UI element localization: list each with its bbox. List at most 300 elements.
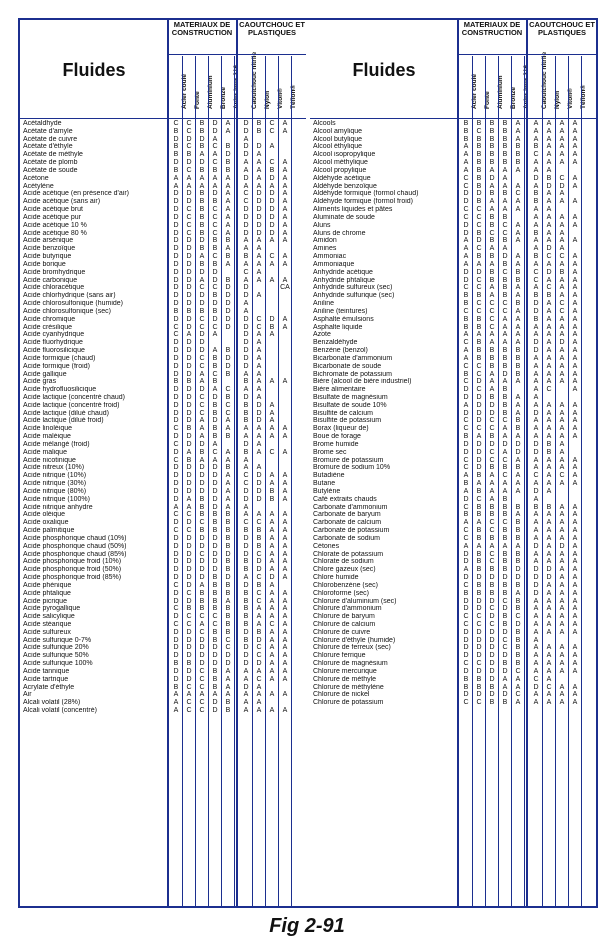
table-row — [20, 605, 306, 613]
rating-cell: A — [533, 511, 539, 519]
rating-cell: A — [256, 260, 262, 268]
rating-cell: B — [225, 166, 231, 174]
rating-cell: C — [489, 417, 495, 425]
rating-cell: A — [572, 683, 578, 691]
rating-cell: B — [199, 213, 205, 221]
rating-cell: B — [502, 190, 508, 198]
rating-cell: D — [173, 237, 179, 245]
rating-cell: D — [269, 315, 275, 323]
rating-cell: B — [225, 621, 231, 628]
table-row — [310, 652, 596, 660]
rating-cell: A — [225, 417, 231, 425]
rating-cell: C — [212, 143, 218, 151]
rating-cell: B — [489, 699, 495, 707]
rating-cell: D — [199, 660, 205, 668]
rating-cell: B — [463, 135, 469, 143]
fluid-name: Butylène — [313, 487, 341, 495]
rating-cell: A — [282, 206, 288, 214]
rating-cell: B — [489, 127, 495, 135]
table-row — [310, 551, 596, 559]
rating-cell: B — [502, 213, 508, 221]
rating-cell: A — [572, 213, 578, 221]
rating-cell: A — [533, 354, 539, 362]
rating-cell: A — [559, 699, 565, 707]
rating-cell: D — [502, 574, 508, 582]
rating-cell: B — [186, 456, 192, 464]
table-row — [20, 206, 306, 214]
table-row — [310, 284, 596, 292]
rating-cell: D — [243, 127, 249, 135]
fluid-name: Acide fluorhydrique — [23, 339, 83, 347]
table-row — [310, 175, 596, 183]
rating-cell: A — [502, 323, 508, 331]
fluid-name: Acide benzoïque — [23, 245, 76, 253]
rating-cell: C — [212, 284, 218, 292]
rating-cell: A — [559, 370, 565, 378]
rating-cell: D — [559, 542, 565, 550]
rating-cell: D — [463, 597, 469, 605]
rating-cell: A — [559, 550, 565, 558]
rating-cell: A — [282, 221, 288, 229]
rating-cell: B — [243, 527, 249, 535]
grid-line — [498, 56, 499, 906]
materials-group-label-right: MATERIAUX DE CONSTRUCTION — [461, 20, 523, 37]
rating-cell: A — [463, 519, 469, 527]
rating-cell: D — [476, 448, 482, 456]
rating-cell: C — [476, 300, 482, 308]
rating-cell: A — [243, 464, 249, 472]
fluid-name: Aluminate de soude — [313, 213, 375, 221]
grid-line — [234, 56, 235, 906]
fluid-name: Chlorure de méthylène — [313, 683, 384, 691]
rating-cell: A — [572, 691, 578, 699]
rating-cell: D — [463, 386, 469, 394]
rating-cell: B — [502, 143, 508, 151]
rating-cell: A — [282, 120, 288, 127]
rating-cell: A — [559, 127, 565, 135]
rating-cell: A — [463, 260, 469, 268]
grid-line — [252, 56, 253, 906]
rating-cell: D — [186, 667, 192, 675]
table-row — [20, 198, 306, 206]
rating-cell: A — [572, 597, 578, 605]
rating-cell: A — [282, 487, 288, 495]
fluid-name: Acide nicotinique — [23, 456, 76, 464]
rating-cell: A — [502, 542, 508, 550]
rating-cell: A — [572, 550, 578, 558]
rating-cell: B — [476, 566, 482, 574]
rating-cell: A — [572, 237, 578, 245]
rating-cell: A — [546, 456, 552, 464]
rating-cell: D — [173, 229, 179, 237]
rating-cell: D — [199, 159, 205, 167]
rating-cell: A — [256, 253, 262, 261]
table-row — [310, 331, 596, 339]
rating-cell: A — [572, 574, 578, 582]
rating-cell: C — [199, 362, 205, 370]
rating-cell: B — [463, 292, 469, 300]
rating-cell: B — [186, 307, 192, 315]
rating-cell: C — [256, 644, 262, 652]
rating-cell: C — [463, 213, 469, 221]
rating-cell: D — [173, 574, 179, 582]
rating-cell: A — [225, 448, 231, 456]
rating-cell: D — [212, 534, 218, 542]
rating-cell: B — [515, 558, 521, 566]
rating-cell: D — [489, 574, 495, 582]
rating-cell: A — [269, 534, 275, 542]
table-row — [20, 300, 306, 308]
rating-cell: D — [256, 213, 262, 221]
rating-cell: B — [515, 503, 521, 511]
rating-cell: A — [256, 433, 262, 441]
rating-cell: A — [489, 480, 495, 488]
rating-cell: A — [269, 605, 275, 613]
grid-line — [555, 56, 556, 906]
rating-cell: A — [572, 221, 578, 229]
rating-cell: B — [476, 581, 482, 589]
rating-cell: A — [463, 347, 469, 355]
rating-cell: A — [282, 519, 288, 527]
rating-cell: A — [546, 339, 552, 347]
rating-cell: A — [546, 628, 552, 636]
rating-cell: C — [489, 527, 495, 535]
rating-cell: A — [533, 159, 539, 167]
table-row — [20, 308, 306, 316]
rating-cell: A — [243, 276, 249, 284]
rating-cell: B — [515, 636, 521, 644]
rating-cell: D — [212, 487, 218, 495]
rating-cell: A — [546, 229, 552, 237]
rating-cell: B — [212, 307, 218, 315]
rating-cell: C — [502, 472, 508, 480]
rating-cell: D — [225, 151, 231, 159]
table-row — [20, 613, 306, 621]
rating-cell: B — [502, 534, 508, 542]
rating-cell: A — [243, 260, 249, 268]
rating-cell: D — [463, 190, 469, 198]
rating-cell: A — [572, 581, 578, 589]
table-row — [310, 582, 596, 590]
rating-cell: D — [225, 574, 231, 582]
rating-cell: C — [489, 448, 495, 456]
rating-cell: B — [269, 495, 275, 503]
rating-cell: D — [463, 667, 469, 675]
rating-cell: D — [186, 566, 192, 574]
column-header-left-6 — [253, 56, 271, 116]
rating-cell: A — [546, 300, 552, 308]
rating-cell: D — [186, 347, 192, 355]
column-header-label: Fonte — [484, 91, 491, 109]
rating-cell: B — [243, 589, 249, 597]
rating-cell: D — [186, 300, 192, 308]
fluid-name: Asphalte liquide — [313, 323, 363, 331]
rating-cell: D — [559, 339, 565, 347]
rating-cell: A — [546, 331, 552, 339]
table-row — [310, 151, 596, 159]
rating-cell: D — [212, 550, 218, 558]
rating-cell: B — [225, 628, 231, 636]
column-header-label: Aluminium — [207, 75, 214, 109]
rating-cell: C — [269, 448, 275, 456]
rating-cell: A — [559, 464, 565, 472]
rating-cell: D — [173, 613, 179, 621]
rating-cell: D — [186, 542, 192, 550]
rating-cell: A — [282, 190, 288, 198]
fluid-name: Chlorure de cuivre — [313, 628, 371, 636]
rating-cell: D — [212, 268, 218, 276]
rating-cell: A — [199, 151, 205, 159]
fluid-name: Acide crésilique — [23, 323, 73, 331]
rating-cell: A — [572, 143, 578, 151]
fluid-name: Acide nitreux (10%) — [23, 464, 85, 472]
fluid-name: Acide sulfurique 20% — [23, 644, 89, 652]
rating-cell: D — [173, 652, 179, 660]
rating-cell: D — [186, 574, 192, 582]
rating-cell: A — [546, 511, 552, 519]
rating-cell: B — [212, 245, 218, 253]
rating-cell: B — [212, 354, 218, 362]
rating-cell: A — [282, 472, 288, 480]
fluid-name: Chlorure d'éthyle (humide) — [313, 636, 396, 644]
rating-cell: B — [515, 605, 521, 613]
rating-cell: A — [559, 237, 565, 245]
rating-cell: A — [282, 495, 288, 503]
rating-cell: A — [269, 260, 275, 268]
rating-cell: A — [282, 660, 288, 668]
rating-cell: A — [282, 652, 288, 660]
rating-cell: D — [212, 472, 218, 480]
rating-cell: B — [269, 166, 275, 174]
rating-cell: A — [533, 206, 539, 214]
rating-cell: B — [173, 127, 179, 135]
rating-cell: D — [173, 472, 179, 480]
rating-cell: B — [476, 487, 482, 495]
rating-cell: D — [476, 574, 482, 582]
rating-cell: D — [173, 667, 179, 675]
rating-cell: A — [463, 566, 469, 574]
fluid-name: Anhydride sulfurique (sec) — [313, 292, 395, 300]
fluid-name: Acide phosphorique froid (85%) — [23, 574, 122, 582]
rating-cell: A — [243, 433, 249, 441]
rating-cell: A — [173, 691, 179, 699]
rating-cell: D — [173, 362, 179, 370]
rating-cell: A — [533, 135, 539, 143]
right-table — [310, 20, 596, 906]
rating-cell: A — [463, 143, 469, 151]
rating-cell: A — [572, 667, 578, 675]
rating-cell: A — [199, 621, 205, 628]
grid-line — [472, 56, 473, 906]
rating-cell: D — [463, 393, 469, 401]
fluid-name: Acide phosphorique chaud (85%) — [23, 550, 127, 558]
rating-cell: A — [533, 166, 539, 174]
right-table-header — [310, 20, 596, 119]
rating-cell: A — [572, 409, 578, 417]
rating-cell: A — [533, 182, 539, 190]
rating-cell: B — [212, 581, 218, 589]
rating-cell: C — [173, 323, 179, 331]
rating-cell: B — [476, 159, 482, 167]
grid-line — [278, 56, 279, 906]
rating-cell: A — [502, 425, 508, 433]
table-row — [20, 143, 306, 151]
grid-line — [195, 56, 196, 906]
rating-cell: D — [186, 487, 192, 495]
column-header-label: Fonte — [194, 91, 201, 109]
column-header-right-1 — [473, 56, 491, 116]
rating-cell: D — [546, 566, 552, 574]
rating-cell: C — [243, 198, 249, 206]
rating-cell: B — [256, 581, 262, 589]
rating-cell: A — [559, 448, 565, 456]
table-row — [20, 590, 306, 598]
rating-cell: C — [559, 300, 565, 308]
rating-cell: A — [533, 456, 539, 464]
rating-cell: D — [212, 699, 218, 707]
rating-cell: B — [212, 597, 218, 605]
rating-cell: B — [199, 143, 205, 151]
rating-cell: A — [546, 206, 552, 214]
rating-cell: A — [489, 339, 495, 347]
rating-cell: A — [173, 174, 179, 182]
rating-cell: B — [463, 589, 469, 597]
table-row — [20, 316, 306, 324]
rating-cell: A — [546, 276, 552, 284]
rating-cell: D — [269, 174, 275, 182]
rating-cell: A — [243, 503, 249, 511]
table-row — [20, 441, 306, 449]
rating-cell: A — [502, 448, 508, 456]
grid-line — [265, 56, 266, 906]
rating-cell: B — [243, 253, 249, 261]
rating-cell: A — [533, 237, 539, 245]
rating-cell: C — [502, 636, 508, 644]
fluid-name: Chlorure de magnésium — [313, 660, 388, 668]
rating-cell: B — [225, 542, 231, 550]
rating-cell: D — [212, 566, 218, 574]
rating-cell: A — [559, 276, 565, 284]
rating-cell: C — [533, 675, 539, 683]
rating-cell: A — [546, 534, 552, 542]
fluid-name: Bisulfate de soude 10% — [313, 401, 387, 409]
rating-cell: B — [173, 307, 179, 315]
fluid-name: Ammoniaque — [313, 260, 355, 268]
rating-cell: D — [173, 433, 179, 441]
rating-cell: A — [225, 127, 231, 135]
rating-cell: C — [173, 331, 179, 339]
rating-cell: D — [173, 566, 179, 574]
rating-cell: D — [256, 143, 262, 151]
rating-cell: A — [269, 401, 275, 409]
rating-cell: D — [243, 323, 249, 331]
rating-cell: A — [282, 315, 288, 323]
rating-cell: A — [282, 566, 288, 574]
rating-cell: C — [502, 307, 508, 315]
rating-cell: B — [225, 276, 231, 284]
rating-cell: D — [533, 542, 539, 550]
fluid-name: Alcool butylique — [313, 135, 363, 143]
rating-cell: D — [199, 440, 205, 448]
rating-cell: A — [282, 574, 288, 582]
rating-cell: B — [502, 503, 508, 511]
rating-cell: C — [173, 425, 179, 433]
table-row — [310, 605, 596, 613]
rating-cell: C — [269, 621, 275, 628]
rating-cell: D — [173, 292, 179, 300]
fluid-name: Carbonate d'ammonium — [313, 503, 388, 511]
rating-cell: D — [199, 464, 205, 472]
rating-cell: A — [212, 347, 218, 355]
table-row — [310, 347, 596, 355]
rating-cell: A — [533, 370, 539, 378]
rating-cell: B — [533, 190, 539, 198]
table-row — [20, 214, 306, 222]
rating-cell: A — [502, 480, 508, 488]
rating-cell: C — [463, 534, 469, 542]
fluid-name: Acide lactique (concentré chaud) — [23, 393, 125, 401]
rating-cell: A — [533, 527, 539, 535]
fluid-name: Acide acétique 80 % — [23, 229, 87, 237]
rating-cell: A — [212, 135, 218, 143]
rating-cell: D — [476, 597, 482, 605]
column-header-label: Nylon — [264, 90, 271, 109]
fluid-name: Alcool isopropylique — [313, 151, 376, 159]
rating-cell: A — [489, 284, 495, 292]
rating-cell: D — [173, 213, 179, 221]
column-header-left-2 — [196, 56, 214, 116]
rating-cell: A — [282, 213, 288, 221]
rating-cell: B — [502, 237, 508, 245]
rating-cell: D — [212, 276, 218, 284]
rating-cell: D — [489, 652, 495, 660]
rating-cell: A — [546, 433, 552, 441]
rating-cell: D — [186, 315, 192, 323]
rating-cell: C — [533, 472, 539, 480]
table-row — [20, 190, 306, 198]
fluid-name: Acétate d'éthyle — [23, 143, 73, 151]
fluid-name: Aldéhyde acétique — [313, 174, 371, 182]
rating-cell: B — [533, 292, 539, 300]
rating-cell: A — [225, 425, 231, 433]
rating-cell: B — [515, 534, 521, 542]
table-row — [310, 316, 596, 324]
rating-cell: B — [533, 253, 539, 261]
table-row — [310, 629, 596, 637]
rating-cell: A — [559, 143, 565, 151]
rating-cell: A — [199, 253, 205, 261]
rating-cell: B — [476, 151, 482, 159]
rating-cell: A — [533, 597, 539, 605]
table-row — [310, 504, 596, 512]
rating-cell: A — [559, 440, 565, 448]
column-header-left-0 — [170, 56, 188, 116]
table-row — [310, 425, 596, 433]
rating-cell: A — [463, 159, 469, 167]
table-row — [310, 120, 596, 128]
table-row — [20, 472, 306, 480]
table-row — [20, 151, 306, 159]
rating-cell: A — [256, 159, 262, 167]
rating-cell: C — [199, 707, 205, 715]
rating-cell: A — [572, 652, 578, 660]
rating-cell: D — [533, 448, 539, 456]
table-row — [310, 261, 596, 269]
rating-cell: A — [212, 151, 218, 159]
rating-cell: A — [243, 166, 249, 174]
rating-cell: A — [243, 307, 249, 315]
rating-cell: A — [463, 542, 469, 550]
